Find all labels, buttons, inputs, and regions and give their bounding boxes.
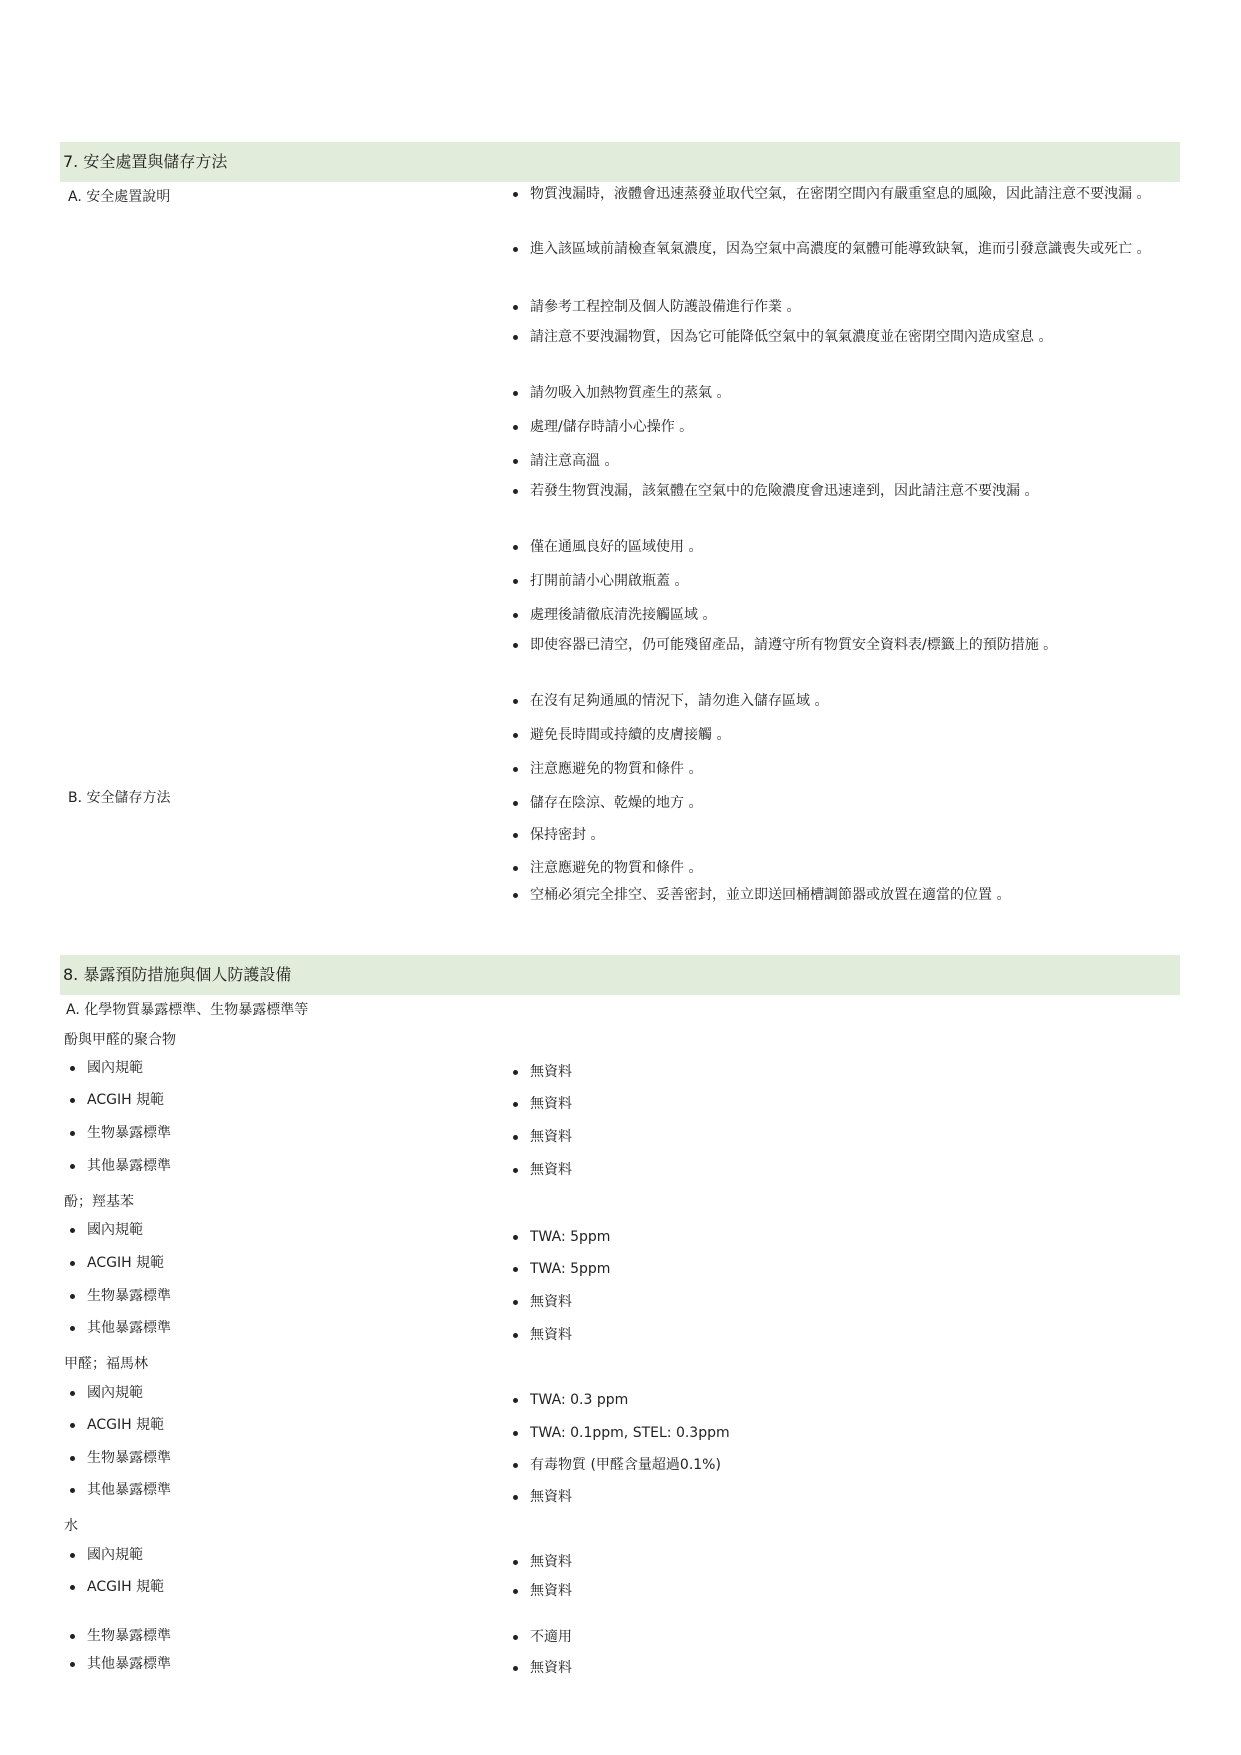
handling-item: 物質洩漏時，液體會迅速蒸發並取代空氣，在密閉空間內有嚴重窒息的風險，因此請注意不要洩漏 。: [530, 181, 1155, 208]
standard-label: 生物暴露標準: [87, 1623, 171, 1650]
handling-item: 打開前請小心開啟瓶蓋 。: [530, 568, 688, 595]
handling-item: 請勿吸入加熱物質產生的蒸氣 。: [530, 380, 730, 407]
standard-value: 無資料: [530, 1655, 572, 1682]
standard-value: TWA: 5ppm: [530, 1224, 610, 1251]
handling-item: 若發生物質洩漏，該氣體在空氣中的危險濃度會迅速達到，因此請注意不要洩漏 。: [530, 478, 1038, 505]
exposure-standards-label: A. 化學物質暴露標準、生物暴露標準等: [66, 1002, 309, 1018]
storage-item: 空桶必須完全排空、妥善密封，並立即送回桶槽調節器或放置在適當的位置 。: [530, 882, 1010, 909]
safe-storage-label: B. 安全儲存方法: [68, 790, 171, 806]
substance-name: 水: [64, 1518, 78, 1534]
standard-label: 國內規範: [87, 1217, 143, 1244]
standard-value: 無資料: [530, 1059, 572, 1086]
standard-label: 國內規範: [87, 1542, 143, 1569]
standard-label: ACGIH 規範: [87, 1250, 164, 1277]
standard-value: 無資料: [530, 1484, 572, 1511]
standard-value: 無資料: [530, 1549, 572, 1576]
handling-item: 進入該區域前請檢查氧氣濃度，因為空氣中高濃度的氣體可能導致缺氧，進而引發意識喪失或死亡 。: [530, 236, 1155, 263]
substance-name: 酚；羥基苯: [64, 1194, 134, 1210]
storage-item: 保持密封 。: [530, 822, 604, 849]
standard-value: TWA: 0.1ppm, STEL: 0.3ppm: [530, 1420, 730, 1447]
standard-label: 國內規範: [87, 1380, 143, 1407]
standard-value: 無資料: [530, 1157, 572, 1184]
handling-item: 處理/儲存時請小心操作 。: [530, 414, 693, 441]
handling-item: 即使容器已清空，仍可能殘留產品，請遵守所有物質安全資料表/標籤上的預防措施 。: [530, 632, 1057, 659]
standard-label: 其他暴露標準: [87, 1153, 171, 1180]
handling-item: 請參考工程控制及個人防護設備進行作業 。: [530, 294, 800, 321]
standard-label: 其他暴露標準: [87, 1651, 171, 1678]
storage-item: 儲存在陰涼、乾燥的地方 。: [530, 790, 702, 817]
handling-item: 僅在通風良好的區域使用 。: [530, 534, 702, 561]
standard-label: 生物暴露標準: [87, 1120, 171, 1147]
storage-item: 注意應避免的物質和條件 。: [530, 855, 702, 882]
standard-label: 其他暴露標準: [87, 1315, 171, 1342]
standard-value: 有毒物質 (甲醛含量超過0.1%): [530, 1452, 721, 1479]
section-7-header: 7. 安全處置與儲存方法: [60, 142, 1180, 182]
standard-value: TWA: 5ppm: [530, 1256, 610, 1283]
section-8-header: 8. 暴露預防措施與個人防護設備: [60, 955, 1180, 995]
handling-item: 注意應避免的物質和條件 。: [530, 756, 702, 783]
standard-value: TWA: 0.3 ppm: [530, 1387, 628, 1414]
safe-handling-label: A. 安全處置說明: [68, 189, 171, 205]
handling-item: 請注意不要洩漏物質，因為它可能降低空氣中的氧氣濃度並在密閉空間內造成窒息 。: [530, 324, 1052, 351]
standard-value: 無資料: [530, 1124, 572, 1151]
standard-label: 生物暴露標準: [87, 1445, 171, 1472]
standard-label: 其他暴露標準: [87, 1477, 171, 1504]
standard-value: 不適用: [530, 1624, 572, 1651]
standard-label: 生物暴露標準: [87, 1283, 171, 1310]
standard-label: ACGIH 規範: [87, 1087, 164, 1114]
handling-item: 在沒有足夠通風的情況下，請勿進入儲存區域 。: [530, 688, 828, 715]
standard-value: 無資料: [530, 1289, 572, 1316]
standard-value: 無資料: [530, 1322, 572, 1349]
standard-label: 國內規範: [87, 1055, 143, 1082]
standard-value: 無資料: [530, 1091, 572, 1118]
handling-item: 避免長時間或持續的皮膚接觸 。: [530, 722, 730, 749]
handling-item: 處理後請徹底清洗接觸區域 。: [530, 602, 716, 629]
substance-name: 酚與甲醛的聚合物: [64, 1032, 176, 1048]
standard-label: ACGIH 規範: [87, 1574, 164, 1601]
standard-label: ACGIH 規範: [87, 1412, 164, 1439]
standard-value: 無資料: [530, 1578, 572, 1605]
handling-item: 請注意高溫 。: [530, 448, 618, 475]
substance-name: 甲醛；福馬林: [64, 1356, 148, 1372]
